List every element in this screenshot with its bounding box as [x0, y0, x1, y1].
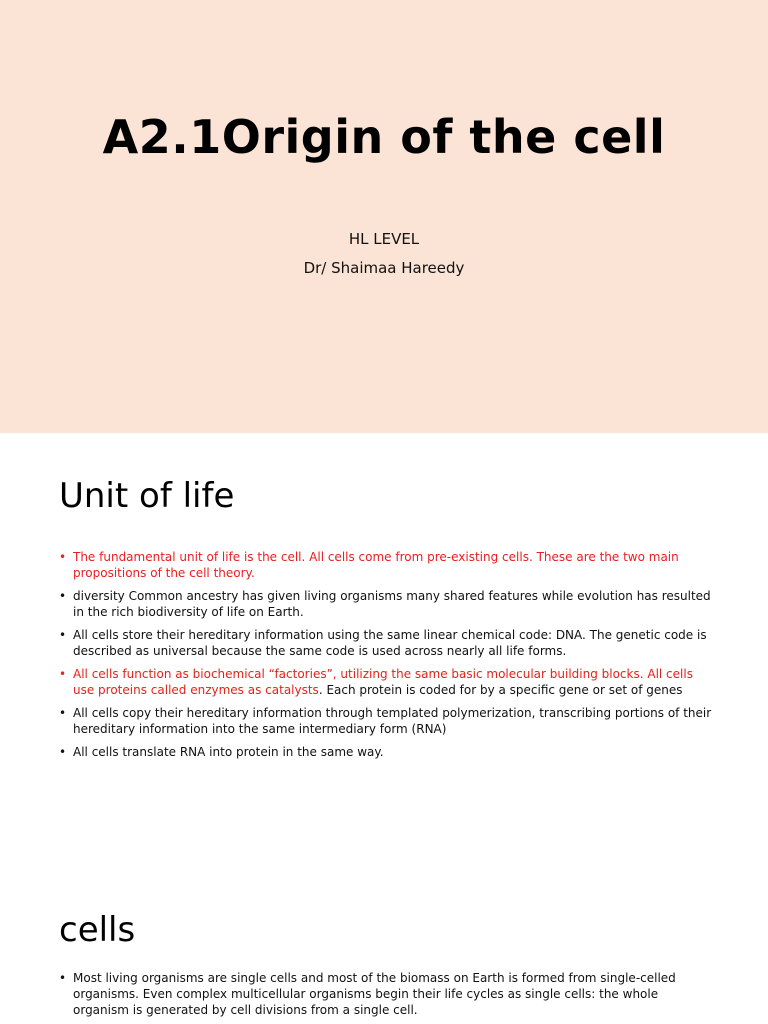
cells-slide — [0, 888, 768, 1024]
bullet-item — [59, 705, 716, 737]
bullet-red-text: The fundamental unit of life is the cell. All cells come from pre-existing cells. These are the two main propositions of the cell theory. — [73, 550, 679, 580]
bullet-item — [59, 666, 716, 698]
slide-heading: Unit of life — [59, 476, 235, 516]
deck-title: A2.1Origin of the cell — [102, 110, 666, 164]
bullet-item — [59, 588, 716, 620]
unit-of-life-slide — [0, 433, 768, 888]
bullet-list — [59, 549, 716, 767]
bullet-list — [59, 970, 716, 1024]
slide-heading: cells — [59, 910, 136, 950]
bullet-text: diversity Common ancestry has given living organisms many shared features while evolution has resulted in the rich biodiversity of life on Earth. — [73, 589, 711, 619]
bullet-text: All cells translate RNA into protein in the same way. — [73, 745, 384, 759]
bullet-text: Most living organisms are single cells and most of the biomass on Earth is formed from single-celled organisms. Even complex multicellular organisms begin their life cycles as single cells: the whole organism is generated by cell divisions from a single cell. — [73, 971, 676, 1017]
author-subtitle: Dr/ Shaimaa Hareedy — [303, 259, 465, 277]
bullet-text: . Each protein is coded for by a specific gene or set of genes — [318, 683, 683, 697]
bullet-item — [59, 970, 716, 1018]
bullet-red-text: All cells function as biochemical “factories”, utilizing the same basic molecular building blocks. All cells use proteins called enzymes as catalysts — [73, 667, 693, 697]
bullet-item — [59, 549, 716, 581]
bullet-text: All cells copy their hereditary information through templated polymerization, transcribing portions of their hereditary information into the same intermediary form (RNA) — [73, 706, 712, 736]
level-subtitle: HL LEVEL — [348, 230, 420, 248]
title-slide — [0, 0, 768, 433]
bullet-item — [59, 627, 716, 659]
bullet-text: All cells store their hereditary information using the same linear chemical code: DNA. The genetic code is described as universal because the same code is used across nearly all life forms. — [73, 628, 707, 658]
bullet-item — [59, 744, 716, 760]
